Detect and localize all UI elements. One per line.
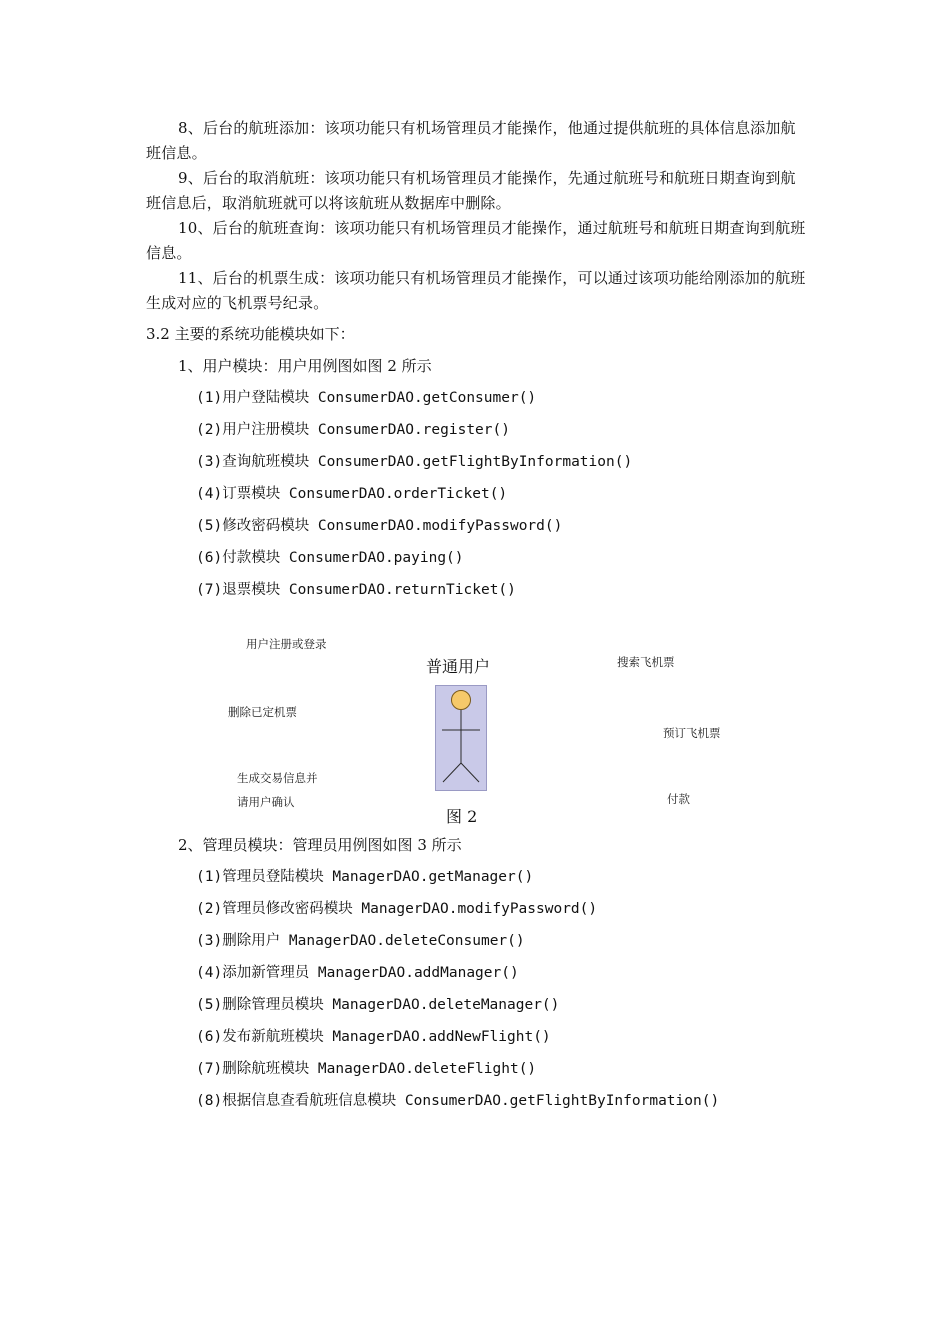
paragraph-ticket-generate: 11、后台的机票生成：该项功能只有机场管理员才能操作，可以通过该项功能给刚添加的航班生成对应的飞机票号纪录。 (146, 269, 806, 312)
actor-figure (435, 685, 487, 791)
admin-module-item: (4)添加新管理员 ManagerDAO.addManager() (196, 965, 519, 981)
admin-module-item: (1)管理员登陆模块 ManagerDAO.getManager() (196, 869, 534, 885)
use-case-delete-ticket: 删除已定机票 (228, 707, 297, 719)
user-module-item: (5)修改密码模块 ConsumerDAO.modifyPassword() (196, 518, 563, 534)
admin-module-item: (3)删除用户 ManagerDAO.deleteConsumer() (196, 933, 525, 949)
admin-module-item: (7)删除航班模块 ManagerDAO.deleteFlight() (196, 1061, 537, 1077)
stick-figure-icon (436, 686, 488, 792)
user-module-item: (6)付款模块 ConsumerDAO.paying() (196, 550, 464, 566)
section-heading: 3.2 主要的系统功能模块如下： (146, 325, 355, 343)
use-case-search: 搜索飞机票 (617, 657, 675, 669)
paragraph-flight-query: 10、后台的航班查询：该项功能只有机场管理员才能操作，通过航班号和航班日期查询到航班信息。 (146, 219, 806, 262)
user-module-item: (2)用户注册模块 ConsumerDAO.register() (196, 422, 510, 438)
paragraph-flight-add: 8、后台的航班添加：该项功能只有机场管理员才能操作，他通过提供航班的具体信息添加航班信息。 (146, 119, 796, 162)
figure-caption: 图 2 (446, 807, 478, 826)
use-case-diagram (0, 620, 950, 830)
use-case-generate-trade-line1: 生成交易信息并 (237, 773, 318, 785)
use-case-pay: 付款 (667, 794, 690, 806)
user-module-item: (1)用户登陆模块 ConsumerDAO.getConsumer() (196, 390, 537, 406)
user-module-heading: 1、用户模块：用户用例图如图 2 所示 (178, 357, 432, 375)
admin-module-item: (2)管理员修改密码模块 ManagerDAO.modifyPassword() (196, 901, 598, 917)
actor-label: 普通用户 (426, 657, 491, 676)
admin-module-heading: 2、管理员模块：管理员用例图如图 3 所示 (178, 836, 462, 854)
user-module-item: (7)退票模块 ConsumerDAO.returnTicket() (196, 582, 516, 598)
admin-module-item: (8)根据信息查看航班信息模块 ConsumerDAO.getFlightByInformation() (196, 1093, 720, 1109)
paragraph-flight-cancel: 9、后台的取消航班：该项功能只有机场管理员才能操作，先通过航班号和航班日期查询到航班信息后，取消航班就可以将该航班从数据库中删除。 (146, 169, 796, 212)
use-case-book: 预订飞机票 (663, 728, 721, 740)
admin-module-item: (5)删除管理员模块 ManagerDAO.deleteManager() (196, 997, 560, 1013)
admin-module-item: (6)发布新航班模块 ManagerDAO.addNewFlight() (196, 1029, 551, 1045)
use-case-register-login: 用户注册或登录 (246, 639, 327, 651)
use-case-generate-trade-line2: 请用户确认 (237, 797, 295, 809)
user-module-item: (4)订票模块 ConsumerDAO.orderTicket() (196, 486, 508, 502)
user-module-item: (3)查询航班模块 ConsumerDAO.getFlightByInformation() (196, 454, 633, 470)
